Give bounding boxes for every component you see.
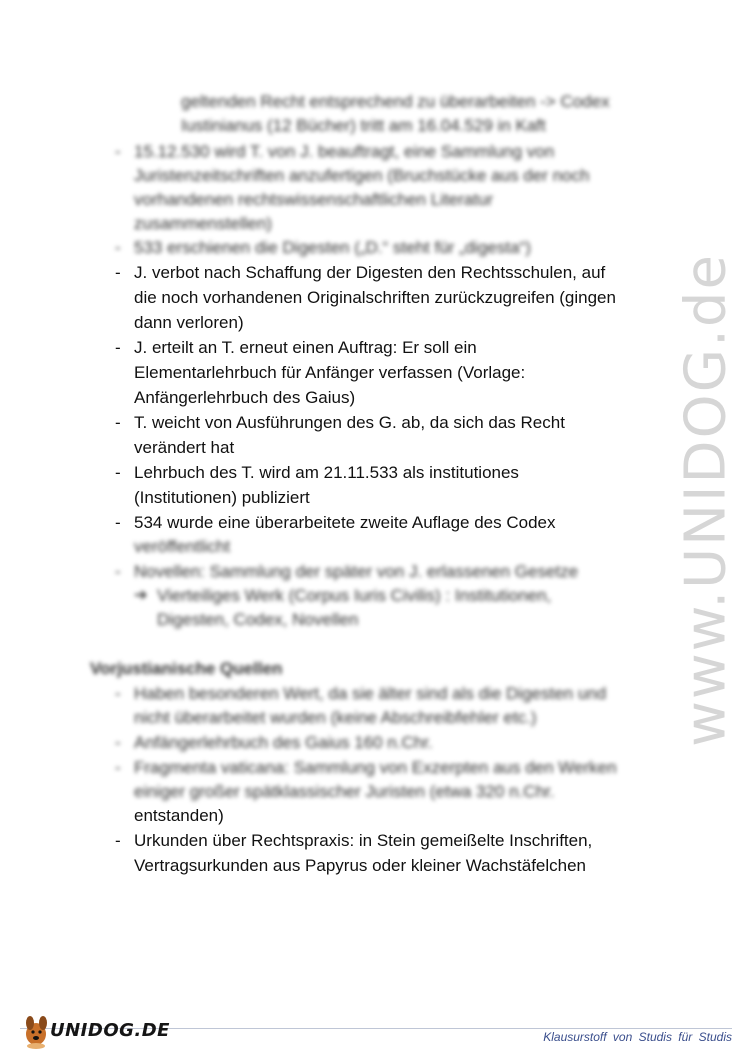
bullet-dash: -: [115, 263, 121, 282]
text-line: Elementarlehrbuch für Anfänger verfassen (Vorlage:: [134, 363, 526, 382]
text-line: nicht überarbeitet wurden (keine Abschreibfehler etc.): [134, 708, 537, 727]
text-line: Haben besonderen Wert, da sie älter sind als die Digesten und: [134, 684, 607, 703]
arrow-icon: ➔: [134, 587, 148, 604]
text-line: Vertragsurkunden aus Papyrus oder kleiner Wachstäfelchen: [134, 856, 587, 875]
text-line: Lehrbuch des T. wird am 21.11.533 als institutiones: [134, 463, 519, 482]
text-line: einiger großer spätklassischer Juristen (etwa 320 n.Chr.: [134, 782, 555, 801]
text-line: 533 erschienen die Digesten („D.“ steht für „digesta“): [134, 238, 531, 257]
section-heading: Vorjustianische Quellen: [90, 659, 283, 678]
text-line: Novellen: Sammlung der später von J. erlassenen Gesetze: [134, 562, 579, 581]
bullet-dash: -: [115, 831, 121, 850]
text-line: Vierteiliges Werk (Corpus Iuris Civilis) : Institutionen,: [157, 586, 552, 605]
text-line: 15.12.530 wird T. von J. beauftragt, eine Sammlung von: [134, 142, 555, 161]
text-line: J. erteilt an T. erneut einen Auftrag: Er soll ein: [134, 338, 477, 357]
text-line: Fragmenta vaticana: Sammlung von Exzerpten aus den Werken: [134, 758, 617, 777]
text-line: T. weicht von Ausführungen des G. ab, da sich das Recht: [134, 413, 565, 432]
logo-text: UNIDOG.DE: [50, 1020, 170, 1041]
text-line: J. verbot nach Schaffung der Digesten den Rechtsschulen, auf: [134, 263, 606, 282]
text-line: 534 wurde eine überarbeitete zweite Auflage des Codex: [134, 513, 556, 532]
bullet-dash: -: [115, 142, 121, 161]
text-line: (Institutionen) publiziert: [134, 488, 310, 507]
text-line: entstanden): [134, 806, 224, 825]
bullet-dash: -: [115, 463, 121, 482]
bullet-dash: -: [115, 238, 121, 257]
text-line: Juristenzeitschriften anzufertigen (Bruchstücke aus der noch: [134, 166, 590, 185]
bullet-dash: -: [115, 684, 121, 703]
text-line: Anfängerlehrbuch des Gaius): [134, 388, 356, 407]
text-line: zusammenstellen): [134, 214, 272, 233]
text-line: verändert hat: [134, 438, 235, 457]
text-line: veröffentlicht: [134, 537, 231, 556]
bullet-dash: -: [115, 338, 121, 357]
text-line: Digesten, Codex, Novellen: [157, 610, 359, 629]
watermark-text: www.UNIDOG.de: [673, 253, 739, 747]
footer-tagline: Klausurstoff von Studis für Studis: [543, 1030, 732, 1044]
text-line: geltenden Recht entsprechend zu überarbeiten -> Codex: [181, 92, 610, 111]
bullet-dash: -: [115, 513, 121, 532]
text-line: vorhandenen rechtswissenschaftlichen Literatur: [134, 190, 494, 209]
bullet-dash: -: [115, 562, 121, 581]
text-line: dann verloren): [134, 313, 244, 332]
text-line: Iustinianus (12 Bücher) tritt am 16.04.529 in Kaft: [181, 116, 546, 135]
bullet-dash: -: [115, 413, 121, 432]
bullet-dash: -: [115, 758, 121, 777]
bullet-dash: -: [115, 733, 121, 752]
text-line: Urkunden über Rechtspraxis: in Stein gemeißelte Inschriften,: [134, 831, 593, 850]
text-line: Anfängerlehrbuch des Gaius 160 n.Chr.: [134, 733, 433, 752]
text-line: die noch vorhandenen Originalschriften zurückzugreifen (gingen: [134, 288, 616, 307]
